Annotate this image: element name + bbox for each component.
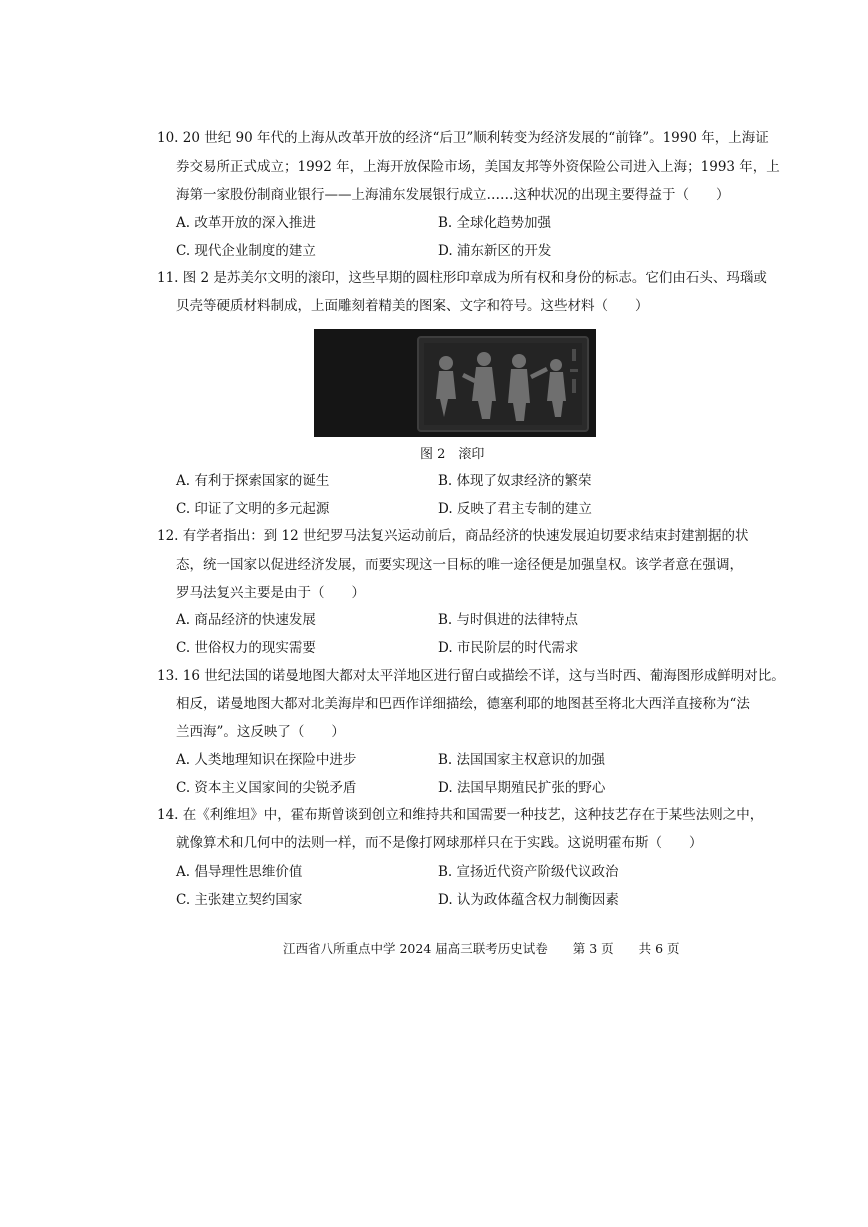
figure-caption: 图 2 滚印: [420, 447, 485, 462]
q13-option-d: D. 法国早期殖民扩张的野心: [438, 780, 606, 796]
q12-option-b: B. 与时俱进的法律特点: [438, 612, 579, 628]
q14-stem-line2: 就像算术和几何中的法则一样，而不是像打网球那样只在于实践。这说明霍布斯（ ）: [176, 835, 703, 851]
q14-option-a: A. 倡导理性思维价值: [176, 864, 303, 880]
q11-option-d: D. 反映了君主专制的建立: [438, 501, 592, 517]
q10-stem-line3: 海第一家股份制商业银行——上海浦东发展银行成立……这种状况的出现主要得益于（ ）: [176, 187, 730, 203]
q13-option-b: B. 法国国家主权意识的加强: [438, 752, 606, 768]
q13-stem-line2: 相反，诺曼地图大都对北美海岸和巴西作详细描绘，德塞利耶的地图甚至将北大西洋直接称为“法: [176, 696, 750, 712]
page-footer: 江西省八所重点中学 2024 届高三联考历史试卷 第 3 页 共 6 页: [283, 941, 680, 956]
q10-option-b: B. 全球化趋势加强: [438, 215, 552, 231]
q13-stem-line1: 13. 16 世纪法国的诺曼地图大都对太平洋地区进行留白或描绘不详，这与当时西、葡海图形成鲜明对比。: [157, 668, 785, 684]
q12-option-a: A. 商品经济的快速发展: [176, 612, 316, 628]
q13-stem-line3: 兰西海”。这反映了（ ）: [176, 724, 345, 740]
q11-option-c: C. 印证了文明的多元起源: [176, 501, 330, 517]
q12-option-c: C. 世俗权力的现实需要: [176, 640, 316, 656]
q11-option-b: B. 体现了奴隶经济的繁荣: [438, 473, 592, 489]
q11-stem-line1: 11. 图 2 是苏美尔文明的滚印，这些早期的圆柱形印章成为所有权和身份的标志。它们由石头、玛瑙或: [157, 270, 767, 286]
q12-stem-line3: 罗马法复兴主要是由于（ ）: [176, 585, 365, 601]
q11-stem-line2: 贝壳等硬质材料制成，上面雕刻着精美的图案、文字和符号。这些材料（ ）: [176, 298, 649, 314]
q12-stem-line1: 12. 有学者指出：到 12 世纪罗马法复兴运动前后，商品经济的快速发展迫切要求结束封建割据的状: [157, 528, 749, 544]
q11-option-a: A. 有利于探索国家的诞生: [176, 473, 330, 489]
q10-option-d: D. 浦东新区的开发: [438, 243, 552, 259]
q14-option-d: D. 认为政体蕴含权力制衡因素: [438, 892, 619, 908]
q14-option-b: B. 宣扬近代资产阶级代议政治: [438, 864, 619, 880]
q10-stem-line2: 券交易所正式成立；1992 年，上海开放保险市场，美国友邦等外资保险公司进入上海；1993 年，上: [176, 159, 780, 175]
cylinder-seal-relief: [314, 329, 596, 437]
q10-option-a: A. 改革开放的深入推进: [176, 215, 316, 231]
q14-option-c: C. 主张建立契约国家: [176, 892, 303, 908]
q12-stem-line2: 态，统一国家以促进经济发展，而要实现这一目标的唯一途径便是加强皇权。该学者意在强调，: [176, 557, 743, 573]
q14-stem-line1: 14. 在《利维坦》中，霍布斯曾谈到创立和维持共和国需要一种技艺，这种技艺存在于某些法则之中，: [157, 807, 764, 823]
q10-stem-line1: 10. 20 世纪 90 年代的上海从改革开放的经济“后卫”顺利转变为经济发展的“前锋”。1990 年，上海证: [157, 130, 769, 146]
q13-option-a: A. 人类地理知识在探险中进步: [176, 752, 357, 768]
q12-option-d: D. 市民阶层的时代需求: [438, 640, 579, 656]
q10-option-c: C. 现代企业制度的建立: [176, 243, 316, 259]
q13-option-c: C. 资本主义国家间的尖锐矛盾: [176, 780, 357, 796]
cylinder-seal-image: [314, 329, 596, 437]
